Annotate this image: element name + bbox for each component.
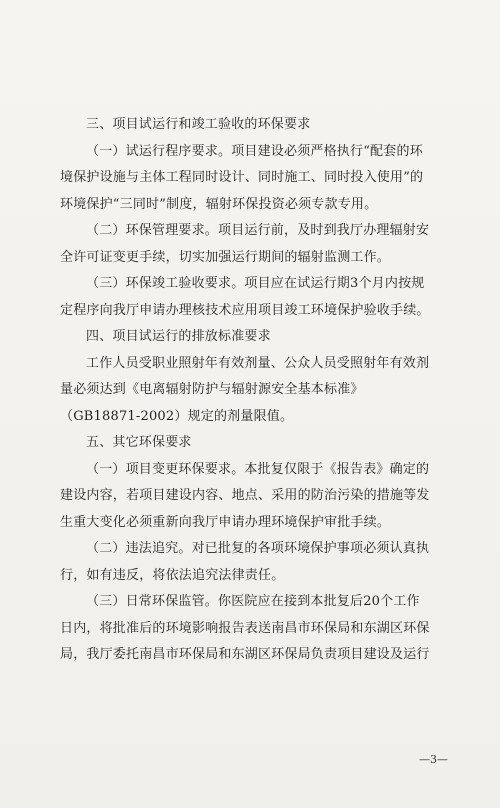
paragraph-line: （一）项目变更环保要求。本批复仅限于《报告表》确定的 — [86, 461, 430, 477]
paragraph-line: （三）日常环保监管。你医院应在接到本批复后20个工作 — [86, 594, 420, 609]
paragraph-line: （二）环保管理要求。项目运行前，及时到我厅办理辐射安 — [86, 223, 430, 238]
paragraph-line: 建设内容，若项目建设内容、地点、采用的防治污染的措施等发 — [60, 488, 430, 503]
paragraph-line: 工作人员受职业照射年有效剂量、公众人员受照射年有效剂 — [86, 355, 430, 371]
paragraph-line: 局，我厅委托南昌市环保局和东湖区环保局负责项目建设及运行 — [60, 647, 430, 662]
section-heading-4: 四、项目试运行的排放标准要求 — [86, 329, 271, 344]
paragraph-line: 境保护设施与主体工程同时设计、同时施工、同时投入使用”的 — [60, 170, 424, 185]
section-heading-3: 三、项目试运行和竣工验收的环保要求 — [86, 117, 311, 132]
section-heading-5: 五、其它环保要求 — [86, 435, 192, 450]
paragraph-line: 日内，将批准后的环境影响报告表送南昌市环保局和东湖区环保 — [60, 620, 430, 636]
paragraph-line: 量必须达到《电离辐射防护与辐射源安全基本标准》 — [60, 382, 364, 397]
paragraph-line: （GB18871-2002）规定的剂量限值。 — [60, 408, 294, 424]
page-number: —3— — [419, 753, 448, 766]
document-body — [60, 112, 440, 669]
paragraph-line: 定程序向我厅申请办理核技术应用项目竣工环境保护验收手续。 — [60, 302, 430, 318]
paragraph-line: （三）环保竣工验收要求。项目应在试运行期3个月内按规 — [86, 276, 425, 291]
paragraph-line: （一）试运行程序要求。项目建设必须严格执行“配套的环 — [86, 143, 423, 159]
paragraph-line: 环境保护“三同时”制度，辐射环保投资必须专款专用。 — [60, 196, 378, 212]
paragraph-line: （二）违法追究。对已批复的各项环境保护事项必须认真执 — [86, 541, 430, 556]
paragraph-line: 行，如有违反，将依法追究法律责任。 — [60, 567, 285, 583]
paragraph-line: 全许可证变更手续，切实加强运行期间的辐射监测工作。 — [60, 249, 391, 265]
paragraph-line: 生重大变化必须重新向我厅申请办理环境保护审批手续。 — [60, 514, 391, 530]
